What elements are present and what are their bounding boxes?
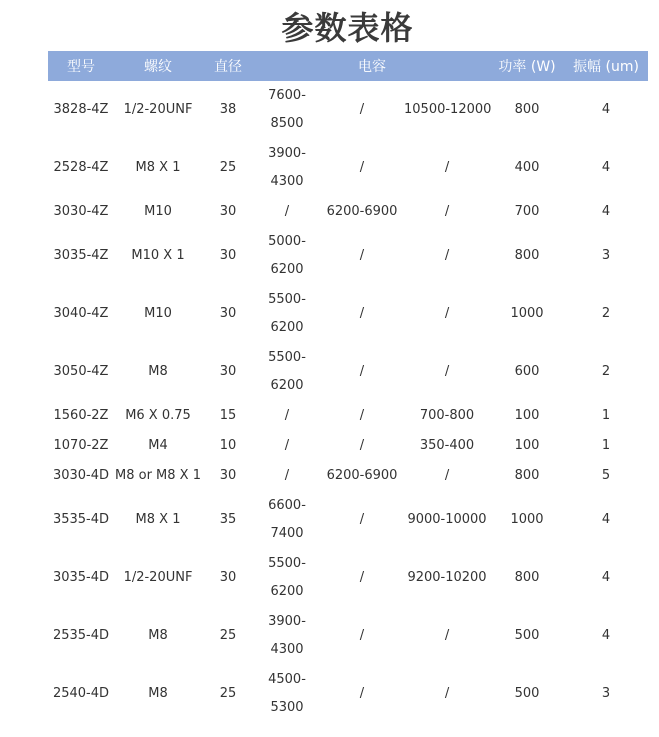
capacitance-line: /	[284, 438, 290, 453]
cell-model: 3040-4Z	[53, 306, 109, 321]
capacitance-line: 6200	[270, 320, 304, 335]
cell-diameter: 15	[219, 408, 237, 423]
cell-capacitance-b: /	[359, 160, 365, 175]
cell-capacitance-a	[254, 431, 320, 461]
table-row	[48, 549, 648, 607]
table-row	[48, 665, 648, 723]
cell-model: 2535-4D	[52, 628, 110, 643]
cell-capacitance-a	[254, 665, 320, 723]
cell-capacitance-c: /	[444, 306, 450, 321]
cell-amplitude: 4	[601, 512, 611, 527]
table-row	[48, 227, 648, 285]
cell-capacitance-b: /	[359, 248, 365, 263]
cell-power: 500	[514, 628, 540, 643]
capacitance-line: 5500-	[268, 556, 306, 571]
cell-model: 2528-4Z	[53, 160, 109, 175]
header-thread: 螺纹	[144, 59, 172, 75]
cell-thread: M8 X 1	[135, 160, 181, 175]
cell-capacitance-b: 6200-6900	[326, 204, 398, 219]
table-row	[48, 461, 648, 491]
cell-capacitance-a	[254, 401, 320, 431]
cell-thread: 1/2-20UNF	[123, 102, 193, 117]
cell-thread: M8 or M8 X 1	[115, 468, 201, 483]
cell-amplitude: 2	[601, 306, 611, 321]
cell-amplitude: 1	[601, 438, 611, 453]
capacitance-line: 6200	[270, 378, 304, 393]
cell-power: 500	[514, 686, 540, 701]
cell-amplitude: 4	[601, 628, 611, 643]
cell-model: 3035-4D	[52, 570, 110, 585]
cell-model: 3030-4Z	[53, 204, 109, 219]
capacitance-line: 8500	[270, 116, 304, 131]
cell-diameter: 25	[219, 628, 237, 643]
cell-amplitude: 3	[601, 686, 611, 701]
cell-thread: M8	[148, 628, 168, 643]
cell-power: 800	[514, 248, 540, 263]
cell-diameter: 30	[219, 248, 237, 263]
cell-capacitance-c: /	[444, 204, 450, 219]
capacitance-line: 4300	[270, 642, 304, 657]
cell-capacitance-b: /	[359, 628, 365, 643]
header-diameter: 直径	[214, 59, 242, 75]
cell-capacitance-c: /	[444, 248, 450, 263]
capacitance-line: 5300	[270, 700, 304, 715]
cell-capacitance-a	[254, 491, 320, 549]
cell-power: 800	[514, 468, 540, 483]
cell-capacitance-a	[254, 227, 320, 285]
cell-diameter: 30	[219, 570, 237, 585]
cell-capacitance-a	[254, 607, 320, 665]
cell-diameter: 35	[219, 512, 237, 527]
cell-diameter: 25	[219, 160, 237, 175]
cell-thread: M6 X 0.75	[125, 408, 191, 423]
table-row	[48, 491, 648, 549]
table-row	[48, 607, 648, 665]
cell-diameter: 30	[219, 306, 237, 321]
cell-model: 3828-4Z	[53, 102, 109, 117]
cell-capacitance-b: /	[359, 512, 365, 527]
header-model: 型号	[67, 59, 95, 75]
cell-model: 3050-4Z	[53, 364, 109, 379]
cell-capacitance-c: 10500-12000	[404, 102, 492, 117]
cell-amplitude: 2	[601, 364, 611, 379]
cell-capacitance-b: /	[359, 686, 365, 701]
table-row	[48, 431, 648, 461]
cell-power: 400	[514, 160, 540, 175]
cell-capacitance-b: /	[359, 102, 365, 117]
capacitance-line: /	[284, 408, 290, 423]
cell-capacitance-b: /	[359, 570, 365, 585]
cell-capacitance-a	[254, 81, 320, 139]
capacitance-line: 5500-	[268, 292, 306, 307]
cell-capacitance-c: 9000-10000	[407, 512, 487, 527]
cell-power: 1000	[510, 512, 544, 527]
cell-model: 3030-4D	[52, 468, 110, 483]
cell-model: 1560-2Z	[53, 408, 109, 423]
cell-amplitude: 1	[601, 408, 611, 423]
cell-thread: 1/2-20UNF	[123, 570, 193, 585]
cell-model: 1070-2Z	[53, 438, 109, 453]
cell-thread: M10	[144, 306, 172, 321]
capacitance-line: /	[284, 468, 290, 483]
capacitance-line: 7600-	[268, 88, 306, 103]
header-capacitance: 电容	[358, 59, 386, 75]
cell-power: 800	[514, 570, 540, 585]
capacitance-line: /	[284, 204, 290, 219]
capacitance-line: 3900-	[268, 614, 306, 629]
cell-capacitance-a	[254, 285, 320, 343]
capacitance-line: 5000-	[268, 234, 306, 249]
cell-capacitance-a	[254, 343, 320, 401]
cell-capacitance-c: 350-400	[419, 438, 475, 453]
parameter-table	[48, 51, 648, 723]
cell-amplitude: 4	[601, 102, 611, 117]
cell-amplitude: 3	[601, 248, 611, 263]
cell-capacitance-a	[254, 549, 320, 607]
cell-capacitance-a	[254, 197, 320, 227]
cell-power: 700	[514, 204, 540, 219]
cell-model: 3535-4D	[52, 512, 110, 527]
cell-capacitance-a	[254, 139, 320, 197]
cell-capacitance-b: /	[359, 408, 365, 423]
cell-capacitance-c: /	[444, 628, 450, 643]
cell-capacitance-c: /	[444, 686, 450, 701]
header-power: 功率 (W)	[498, 59, 556, 75]
cell-power: 1000	[510, 306, 544, 321]
table-row	[48, 139, 648, 197]
table-body	[48, 81, 648, 723]
table-row	[48, 81, 648, 139]
cell-capacitance-c: /	[444, 468, 450, 483]
cell-thread: M8 X 1	[135, 512, 181, 527]
cell-thread: M8	[148, 364, 168, 379]
cell-thread: M10	[144, 204, 172, 219]
cell-capacitance-a	[254, 461, 320, 491]
cell-amplitude: 4	[601, 204, 611, 219]
cell-thread: M10 X 1	[131, 248, 185, 263]
table-row	[48, 197, 648, 227]
capacitance-line: 6200	[270, 584, 304, 599]
capacitance-line: 6200	[270, 262, 304, 277]
cell-amplitude: 4	[601, 160, 611, 175]
capacitance-line: 5500-	[268, 350, 306, 365]
cell-capacitance-c: /	[444, 160, 450, 175]
cell-model: 2540-4D	[52, 686, 110, 701]
cell-capacitance-c: /	[444, 364, 450, 379]
table-row	[48, 285, 648, 343]
cell-power: 600	[514, 364, 540, 379]
parameter-table-container	[48, 51, 648, 723]
page-title: 参数表格	[281, 9, 414, 47]
cell-diameter: 38	[219, 102, 237, 117]
cell-thread: M4	[148, 438, 168, 453]
cell-capacitance-b: /	[359, 364, 365, 379]
cell-capacitance-b: /	[359, 306, 365, 321]
cell-capacitance-c: 700-800	[419, 408, 475, 423]
cell-diameter: 30	[219, 468, 237, 483]
capacitance-line: 3900-	[268, 146, 306, 161]
cell-diameter: 30	[219, 364, 237, 379]
cell-power: 800	[514, 102, 540, 117]
table-row	[48, 343, 648, 401]
cell-diameter: 25	[219, 686, 237, 701]
capacitance-line: 7400	[270, 526, 304, 541]
cell-diameter: 30	[219, 204, 237, 219]
cell-capacitance-c: 9200-10200	[407, 570, 487, 585]
cell-power: 100	[514, 408, 540, 423]
cell-capacitance-b: /	[359, 438, 365, 453]
cell-power: 100	[514, 438, 540, 453]
cell-thread: M8	[148, 686, 168, 701]
cell-capacitance-b: 6200-6900	[326, 468, 398, 483]
cell-model: 3035-4Z	[53, 248, 109, 263]
capacitance-line: 4500-	[268, 672, 306, 687]
header-amplitude: 振幅 (um)	[573, 59, 639, 75]
cell-diameter: 10	[219, 438, 237, 453]
cell-amplitude: 4	[601, 570, 611, 585]
cell-amplitude: 5	[601, 468, 611, 483]
capacitance-line: 6600-	[268, 498, 306, 513]
table-header-row	[48, 51, 648, 81]
table-row	[48, 401, 648, 431]
capacitance-line: 4300	[270, 174, 304, 189]
